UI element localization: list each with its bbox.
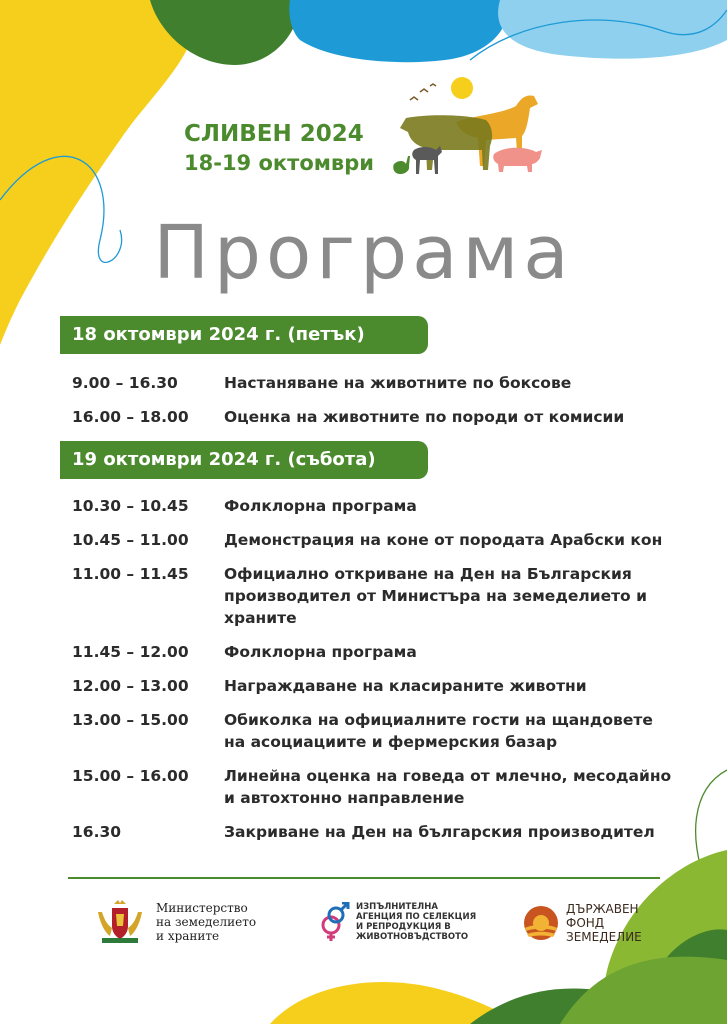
schedule-description: Демонстрация на коне от породата Арабски кон bbox=[224, 531, 663, 549]
schedule-row bbox=[0, 529, 727, 551]
day-1-schedule bbox=[0, 372, 727, 440]
schedule-time: 11.00 – 11.45 bbox=[72, 565, 189, 583]
schedule-description: Фолклорна програма bbox=[224, 497, 417, 515]
schedule-description: Награждаване на класираните животни bbox=[224, 677, 587, 695]
day-2-banner: 19 октомври 2024 г. (събота) bbox=[60, 441, 428, 479]
gender-symbols-icon bbox=[320, 902, 350, 942]
schedule-row bbox=[0, 709, 727, 753]
schedule-row bbox=[0, 563, 727, 629]
schedule-time: 10.45 – 11.00 bbox=[72, 531, 189, 549]
event-dates: 18-19 октомври bbox=[184, 151, 374, 175]
day-1-banner: 18 октомври 2024 г. (петък) bbox=[60, 316, 428, 354]
coat-of-arms-icon bbox=[92, 898, 148, 946]
farm-animals-icon bbox=[386, 76, 546, 182]
ministry-name: Министерство на земеделието и храните bbox=[156, 901, 257, 943]
fund-logo bbox=[522, 902, 642, 944]
schedule-row bbox=[0, 372, 727, 394]
schedule-time: 16.00 – 18.00 bbox=[72, 408, 189, 426]
schedule-time: 13.00 – 15.00 bbox=[72, 711, 189, 729]
agency-logo bbox=[320, 902, 476, 942]
footer-divider bbox=[68, 877, 660, 879]
schedule-description: Официално откриване на Ден на Българския производител от Министъра на земеделието и храните bbox=[224, 565, 647, 627]
schedule-time: 12.00 – 13.00 bbox=[72, 677, 189, 695]
schedule-row bbox=[0, 406, 727, 428]
schedule-description: Обиколка на официалните гости на щандовете на асоциациите и фермерския базар bbox=[224, 711, 653, 751]
schedule-description: Оценка на животните по породи от комисии bbox=[224, 408, 625, 426]
schedule-description: Фолклорна програма bbox=[224, 643, 417, 661]
schedule-time: 10.30 – 10.45 bbox=[72, 497, 189, 515]
agency-name: ИЗПЪЛНИТЕЛНА АГЕНЦИЯ ПО СЕЛЕКЦИЯ И РЕПРОДУКЦИЯ В ЖИВОТНОВЪДСТВОТО bbox=[356, 902, 477, 942]
schedule-row bbox=[0, 765, 727, 809]
page-title: Програма bbox=[153, 210, 574, 296]
schedule-description: Настаняване на животните по боксове bbox=[224, 374, 572, 392]
schedule-time: 9.00 – 16.30 bbox=[72, 374, 178, 392]
schedule-time: 15.00 – 16.00 bbox=[72, 767, 189, 785]
schedule-row bbox=[0, 675, 727, 697]
fund-name: ДЪРЖАВЕН ФОНД ЗЕМЕДЕЛИЕ bbox=[566, 902, 642, 944]
schedule-description: Линейна оценка на говеда от млечно, месодайно и автохтонно направление bbox=[224, 767, 672, 807]
schedule-row bbox=[0, 495, 727, 517]
schedule-time: 11.45 – 12.00 bbox=[72, 643, 189, 661]
fund-sun-icon bbox=[522, 904, 560, 942]
schedule-row bbox=[0, 821, 727, 843]
sun-icon bbox=[451, 77, 473, 99]
ministry-logo bbox=[92, 898, 256, 946]
schedule-row bbox=[0, 641, 727, 663]
event-title: СЛИВЕН 2024 bbox=[184, 121, 364, 147]
birds-icon bbox=[410, 84, 436, 100]
day-2-schedule bbox=[0, 495, 727, 855]
schedule-time: 16.30 bbox=[72, 823, 122, 841]
schedule-description: Закриване на Ден на българския производител bbox=[224, 823, 655, 841]
